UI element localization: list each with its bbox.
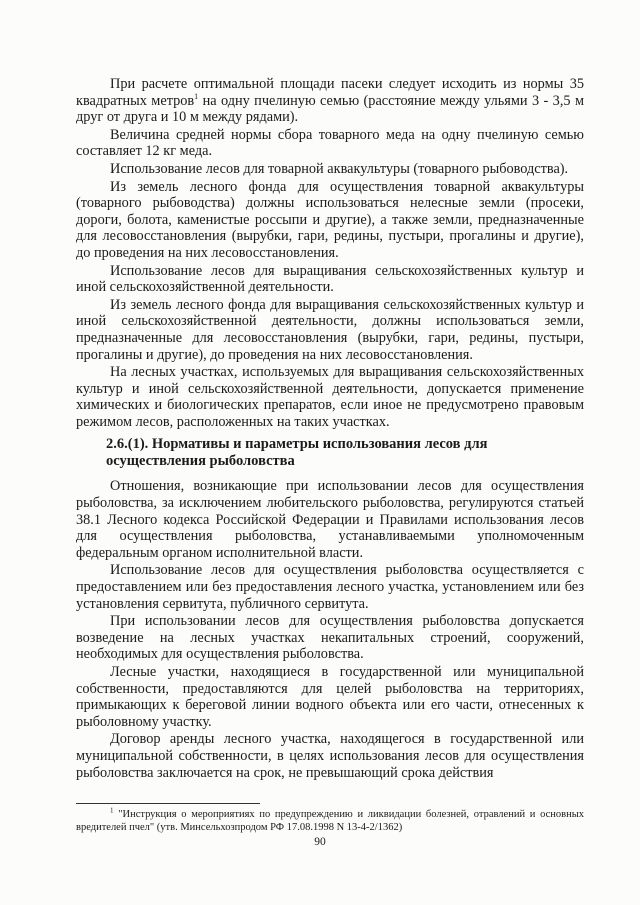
paragraph-agriculture-chemicals: На лесных участках, используемых для выращивания сельскохозяйственных культур и иной сельскохозяйственной деятельности, допускается применение химических и биологических препаратов, если иное не предусмотрено правовым режимом лесов, расположенных на таких участках. (76, 364, 584, 430)
paragraph-agriculture-lands: Из земель лесного фонда для выращивания сельскохозяйственных культур и иной сельскохозяйственной деятельности, должны использоваться земли, предназначенные для лесовосстановления (вырубки, гари, редины, пустыри, прогалины и другие), до проведения на них лесовосстановления. (76, 296, 584, 363)
section-heading: 2.6.(1). Нормативы и параметры использования лесов для осуществления рыболовства (106, 436, 488, 470)
body-text (76, 76, 584, 782)
paragraph-fishing-relations: Отношения, возникающие при использовании лесов для осуществления рыболовства, за исключением любительского рыболовства, регулируются статьей 38.1 Лесного кодекса Российской Федерации и Правилами использования лесов для осуществления рыболовства, устанавливаемыми уполномоченным федеральным органом исполнительной власти. (76, 478, 584, 561)
paragraph-aquaculture-lands: Из земель лесного фонда для осуществления товарной аквакультуры (товарного рыбоводства) должны использоваться нелесные земли (просеки, дороги, болота, каменистые россыпи и другие), а также земли, предназначенные для лесовосстановления (вырубки, гари, редины, пустыри, прогалины и другие), до проведения на них лесовосстановления. (76, 178, 584, 261)
paragraph-fishing-plots: Лесные участки, находящиеся в государственной или муниципальной собственности, предоставляются для целей рыболовства на территориях, примыкающих к береговой линии водного объекта или его части, отнесенных к рыболовному участку. (76, 664, 584, 730)
footnote-reference[interactable]: 1 (194, 91, 199, 101)
footnote-mark: 1 (110, 806, 114, 815)
page-number: 90 (314, 836, 326, 848)
footnote (76, 808, 584, 834)
paragraph-fishing-lease: Договор аренды лесного участка, находящегося в государственной или муниципальной собственности, в целях использования лесов для осуществления рыболовства заключается на срок, не превышающий срока действия (76, 731, 584, 781)
paragraph-honey-norm: Величина средней нормы сбора товарного меда на одну пчелиную семью составляет 12 кг меда. (76, 126, 584, 160)
paragraph-fishing-structures: При использовании лесов для осуществления рыболовства допускается возведение на лесных участках некапитальных строений, сооружений, необходимых для осуществления рыболовства. (76, 613, 584, 663)
paragraph-fishing-use: Использование лесов для осуществления рыболовства осуществляется с предоставлением или без предоставления лесного участка, установлением или без установления сервитута, публичного сервитута. (76, 562, 584, 612)
paragraph-agriculture-title: Использование лесов для выращивания сельскохозяйственных культур и иной сельскохозяйственной деятельности. (76, 262, 584, 296)
paragraph-aquaculture-title: Использование лесов для товарной аквакультуры (товарного рыбоводства). (110, 160, 569, 177)
footnote-text: "Инструкция о мероприятиях по предупреждению и ликвидации болезней, отравлений и основных вредителей пчел" (утв. Минсельхозпродом РФ 17.08.1998 N 13-4-2/1362) (76, 809, 584, 833)
footnote-divider (76, 803, 260, 804)
paragraph-apiary-area: При расчете оптимальной площади пасеки следует исходить из нормы 35 квадратных метров$^1$ на одну пчелиную семью (расстояние между ульями 3 - 3,5 м друг от друга и 10 м между рядами). (76, 76, 584, 126)
